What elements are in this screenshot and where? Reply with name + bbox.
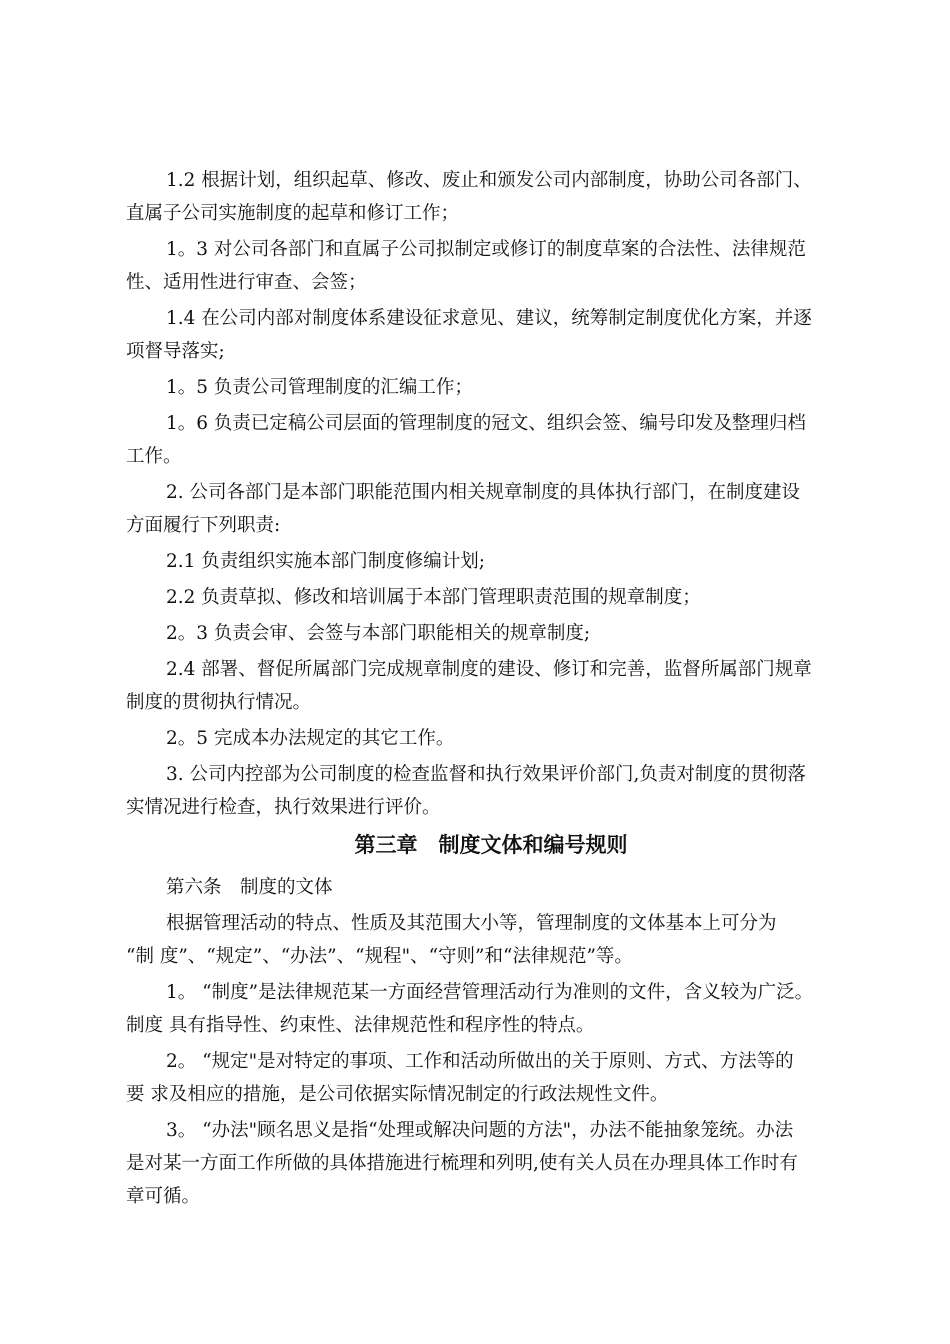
paragraph-2-5 bbox=[126, 722, 856, 755]
paragraph-system-definition bbox=[126, 976, 856, 1042]
text-line: 章可循。 bbox=[126, 1186, 201, 1207]
paragraph-2-1 bbox=[126, 545, 856, 578]
text-line: 1。6 负责已定稿公司层面的管理制度的冠文、组织会签、编号印发及整理归档 bbox=[166, 413, 806, 434]
text-line: 2。 “规定"是对特定的事项、工作和活动所做出的关于原则、方式、方法等的 bbox=[166, 1051, 794, 1072]
paragraph-1-4 bbox=[126, 302, 856, 368]
paragraph-regulation-definition bbox=[126, 1045, 856, 1111]
paragraph-1-3 bbox=[126, 233, 856, 299]
document-page bbox=[126, 164, 856, 1216]
text-line: 工作。 bbox=[126, 446, 182, 467]
text-line: 2. 公司各部门是本部门职能范围内相关规章制度的具体执行部门，在制度建设 bbox=[166, 482, 801, 503]
text-line: 制度的贯彻执行情况。 bbox=[126, 692, 312, 713]
text-line: 3. 公司内控部为公司制度的检查监督和执行效果评价部门,负责对制度的贯彻落 bbox=[166, 764, 806, 785]
text-line: 是对某一方面工作所做的具体措施进行梳理和列明,使有关人员在办理具体工作时有 bbox=[126, 1153, 798, 1174]
text-line: 1。 “制度”是法律规范某一方面经营管理活动行为准则的文件，含义较为广泛。 bbox=[166, 982, 814, 1003]
paragraph-method-definition bbox=[126, 1114, 856, 1213]
text-line: 1.4 在公司内部对制度体系建设征求意见、建议，统筹制定制度优化方案，并逐 bbox=[166, 308, 812, 329]
text-line: 1.2 根据计划，组织起草、修改、废止和颁发公司内部制度，协助公司各部门、 bbox=[166, 170, 812, 191]
text-line: 直属子公司实施制度的起草和修订工作； bbox=[126, 203, 460, 224]
text-line: 制度 具有指导性、约束性、法律规范性和程序性的特点。 bbox=[126, 1015, 595, 1036]
paragraph-2-2 bbox=[126, 581, 856, 614]
text-line: 2.4 部署、督促所属部门完成规章制度的建设、修订和完善，监督所属部门规章 bbox=[166, 659, 812, 680]
text-line: 1。5 负责公司管理制度的汇编工作； bbox=[166, 377, 473, 398]
paragraph-2-4 bbox=[126, 653, 856, 719]
text-line: 2。5 完成本办法规定的其它工作。 bbox=[166, 728, 455, 749]
paragraph-document-styles bbox=[126, 907, 856, 973]
text-line: 2.1 负责组织实施本部门制度修编计划; bbox=[166, 551, 486, 572]
text-line: 2。3 负责会审、会签与本部门职能相关的规章制度; bbox=[166, 623, 591, 644]
text-line: 2.2 负责草拟、修改和培训属于本部门管理职责范围的规章制度； bbox=[166, 587, 701, 608]
paragraph-1-6 bbox=[126, 407, 856, 473]
text-line: 根据管理活动的特点、性质及其范围大小等，管理制度的文体基本上可分为 bbox=[166, 913, 777, 934]
text-line: 实情况进行检查，执行效果进行评价。 bbox=[126, 797, 441, 818]
paragraph-1-2 bbox=[126, 164, 856, 230]
text-line: 方面履行下列职责: bbox=[126, 515, 281, 536]
paragraph-3 bbox=[126, 758, 856, 824]
text-line: 要 求及相应的措施，是公司依据实际情况制定的行政法规性文件。 bbox=[126, 1084, 669, 1105]
paragraph-1-5 bbox=[126, 371, 856, 404]
text-line: 项督导落实; bbox=[126, 341, 225, 362]
paragraph-2 bbox=[126, 476, 856, 542]
text-line: 第六条 制度的文体 bbox=[166, 877, 333, 898]
text-line: 性、适用性进行审查、会签； bbox=[126, 272, 367, 293]
paragraph-2-3 bbox=[126, 617, 856, 650]
article-6-heading bbox=[126, 871, 856, 904]
text-line: 1。3 对公司各部门和直属子公司拟制定或修订的制度草案的合法性、法律规范 bbox=[166, 239, 806, 260]
text-line: 3。 “办法"顾名思义是指“处理或解决问题的方法"，办法不能抽象笼统。办法 bbox=[166, 1120, 794, 1141]
chapter-title: 第三章 制度文体和编号规则 bbox=[354, 833, 628, 857]
text-line: “制 度”、“规定”、“办法”、“规程"、“守则”和“法律规范”等。 bbox=[126, 946, 633, 967]
